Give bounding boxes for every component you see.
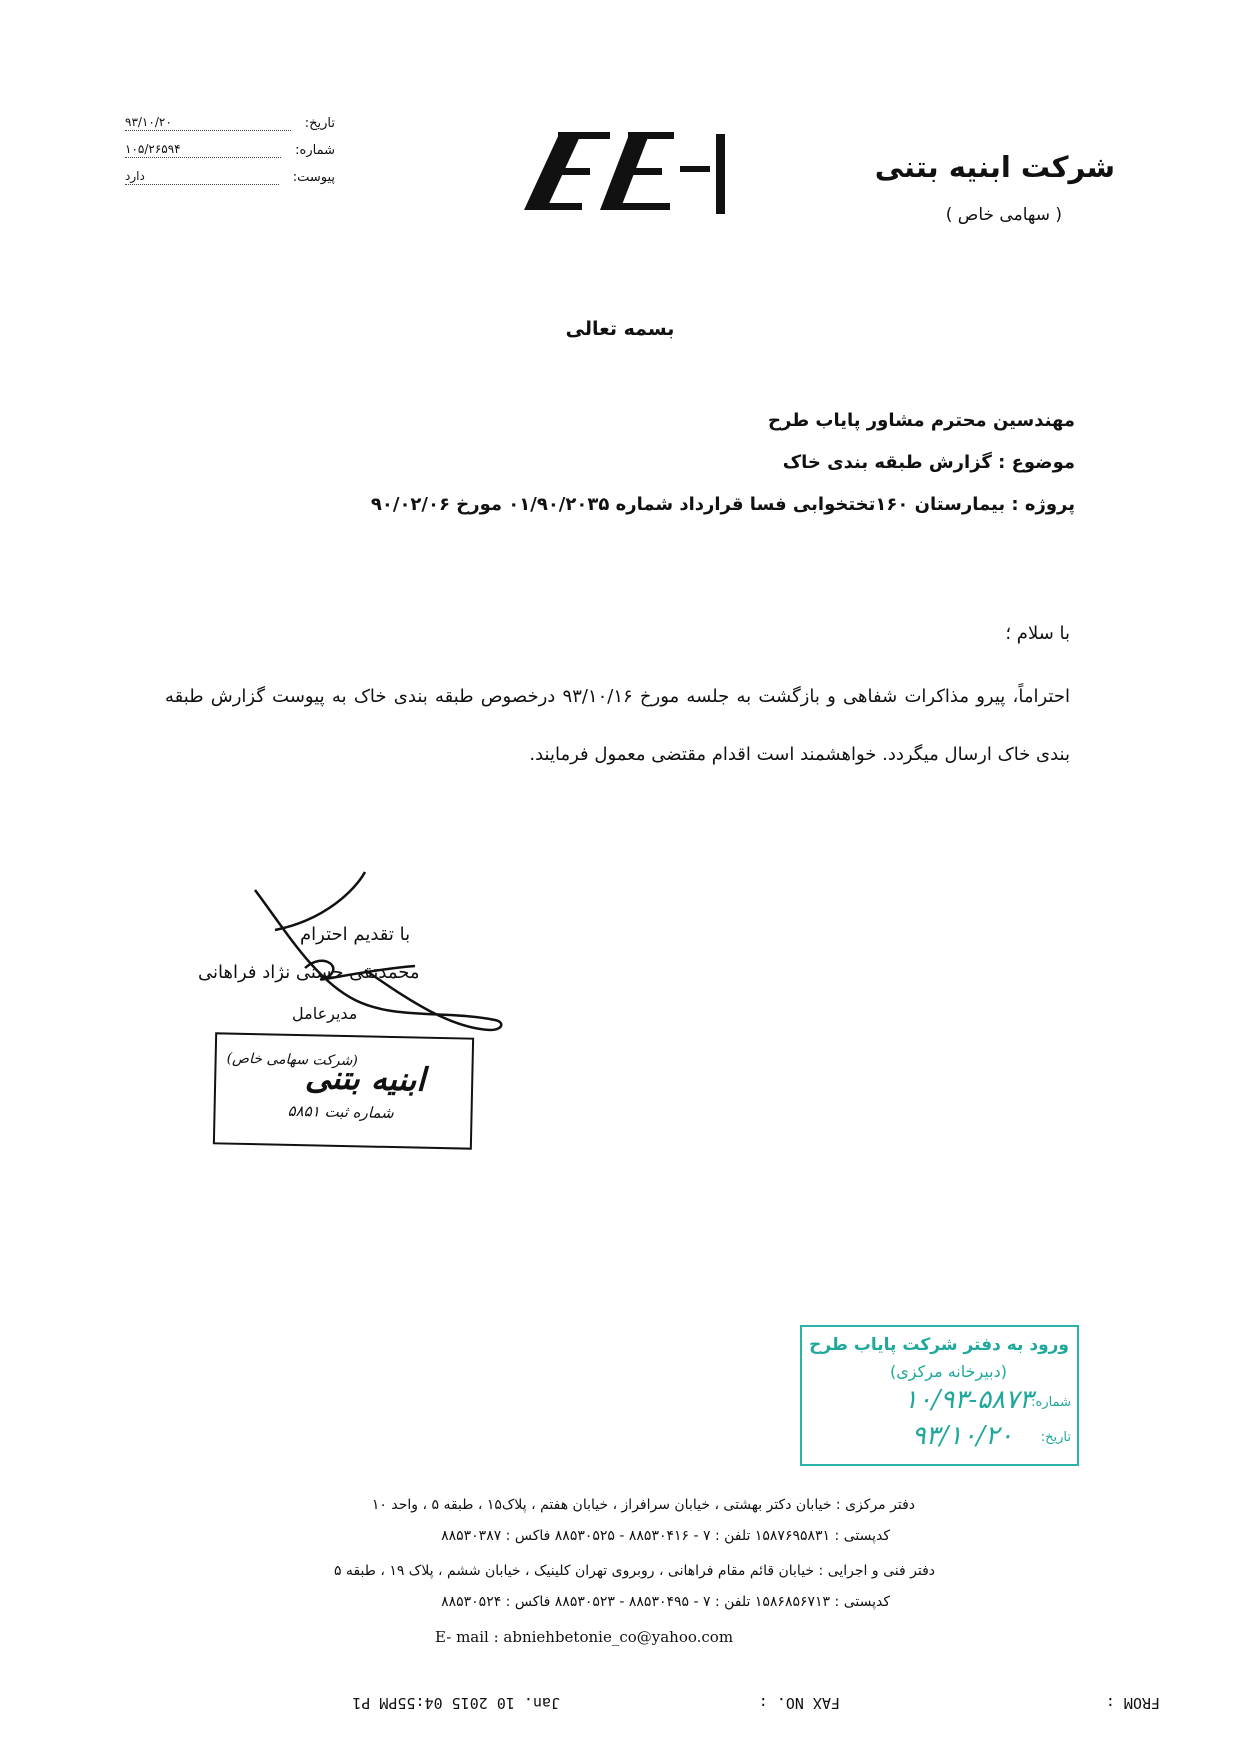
signer-name: محمدتقی حسنی نژاد فراهانی bbox=[198, 962, 420, 983]
company-name: شرکت ابنیه بتنی bbox=[874, 150, 1115, 184]
received-number-label: شماره: bbox=[1031, 1395, 1071, 1410]
company-logo bbox=[520, 128, 740, 218]
meta-date bbox=[125, 115, 335, 131]
meta-date-label: تاریخ: bbox=[304, 115, 335, 131]
bismillah-heading: بسمه تعالی bbox=[565, 318, 675, 340]
meta-number bbox=[125, 142, 335, 158]
fax-from: FROM : bbox=[1105, 1694, 1160, 1712]
received-number: ۱۰/۹۳-۵۸۷۳ bbox=[903, 1385, 1033, 1415]
received-date: ۹۳/۱۰/۲۰ bbox=[911, 1421, 1013, 1451]
company-stamp bbox=[213, 1032, 474, 1149]
signer-title: مدیرعامل bbox=[292, 1004, 358, 1023]
company-type: ( سهامی خاص ) bbox=[945, 205, 1062, 225]
meta-attachment bbox=[125, 169, 335, 185]
received-stamp-subtitle: (دبیرخانه مرکزی) bbox=[890, 1362, 1007, 1381]
letter-body: احتراماً، پیرو مذاکرات شفاهی و بازگشت به جلسه مورخ ۹۳/۱۰/۱۶ درخصوص طبقه بندی خاک به پیوست گزارش طبقه بندی خاک ارسال میگردد. خواهشمند است اقدام مقتضی معمول فرمایند. bbox=[165, 686, 1070, 765]
received-date-label: تاریخ: bbox=[1040, 1430, 1071, 1445]
footer-email: E- mail : abniehbetonie_co@yahoo.com bbox=[435, 1628, 734, 1646]
meta-attachment-label: پیوست: bbox=[292, 169, 335, 185]
subject-line: موضوع : گزارش طبقه بندی خاک bbox=[782, 452, 1075, 473]
footer-technical-office: دفتر فنی و اجرایی : خیابان قائم مقام فراهانی ، روبروی تهران کلینیک ، خیابان ششم ، پلاک ۱۹ ، طبقه ۵ bbox=[333, 1563, 935, 1579]
greeting: با سلام ؛ bbox=[1005, 623, 1070, 644]
stamp-company-type: (شرکت سهامی خاص) bbox=[226, 1050, 358, 1070]
handwritten-signature bbox=[245, 870, 515, 1040]
fax-number: FAX NO. : bbox=[758, 1694, 840, 1712]
meta-attachment-value: دارد bbox=[125, 169, 279, 185]
fax-transmission-line bbox=[150, 1690, 1170, 1712]
footer-central-contact: کدپستی : ۱۵۸۷۶۹۵۸۳۱ تلفن : ۷ - ۸۸۵۳۰۴۱۶ - ۸۸۵۳۰۵۲۵ فاکس : ۸۸۵۳۰۳۸۷ bbox=[441, 1528, 890, 1544]
received-stamp bbox=[800, 1325, 1079, 1466]
meta-date-value: ۹۳/۱۰/۲۰ bbox=[125, 115, 291, 131]
closing-line: با تقدیم احترام bbox=[300, 924, 411, 945]
fax-date-time: Jan. 10 2015 04:55PM P1 bbox=[352, 1694, 560, 1712]
project-line: پروژه : بیمارستان ۱۶۰تختخوابی فسا قرارداد شماره ۰۱/۹۰/۲۰۳۵ مورخ ۹۰/۰۲/۰۶ bbox=[370, 494, 1075, 515]
received-stamp-title: ورود به دفتر شرکت پایاب طرح bbox=[809, 1335, 1069, 1355]
recipient-line: مهندسین محترم مشاور پایاب طرح bbox=[768, 410, 1075, 431]
footer-technical-contact: کدپستی : ۱۵۸۶۸۵۶۷۱۳ تلفن : ۷ - ۸۸۵۳۰۴۹۵ - ۸۸۵۳۰۵۲۳ فاکس : ۸۸۵۳۰۵۲۴ bbox=[441, 1594, 890, 1610]
footer-central-office: دفتر مرکزی : خیابان دکتر بهشتی ، خیابان سرافراز ، خیابان هفتم ، پلاک۱۵ ، طبقه ۵ ، واحد ۱۰ bbox=[371, 1497, 915, 1513]
stamp-company-name: ابنیه بتنی bbox=[304, 1058, 426, 1099]
stamp-registration: شماره ثبت ۵۸۵۱ bbox=[287, 1101, 394, 1123]
meta-number-value: ۱۰۵/۲۶۵۹۴ bbox=[125, 142, 281, 158]
meta-number-label: شماره: bbox=[295, 142, 335, 158]
